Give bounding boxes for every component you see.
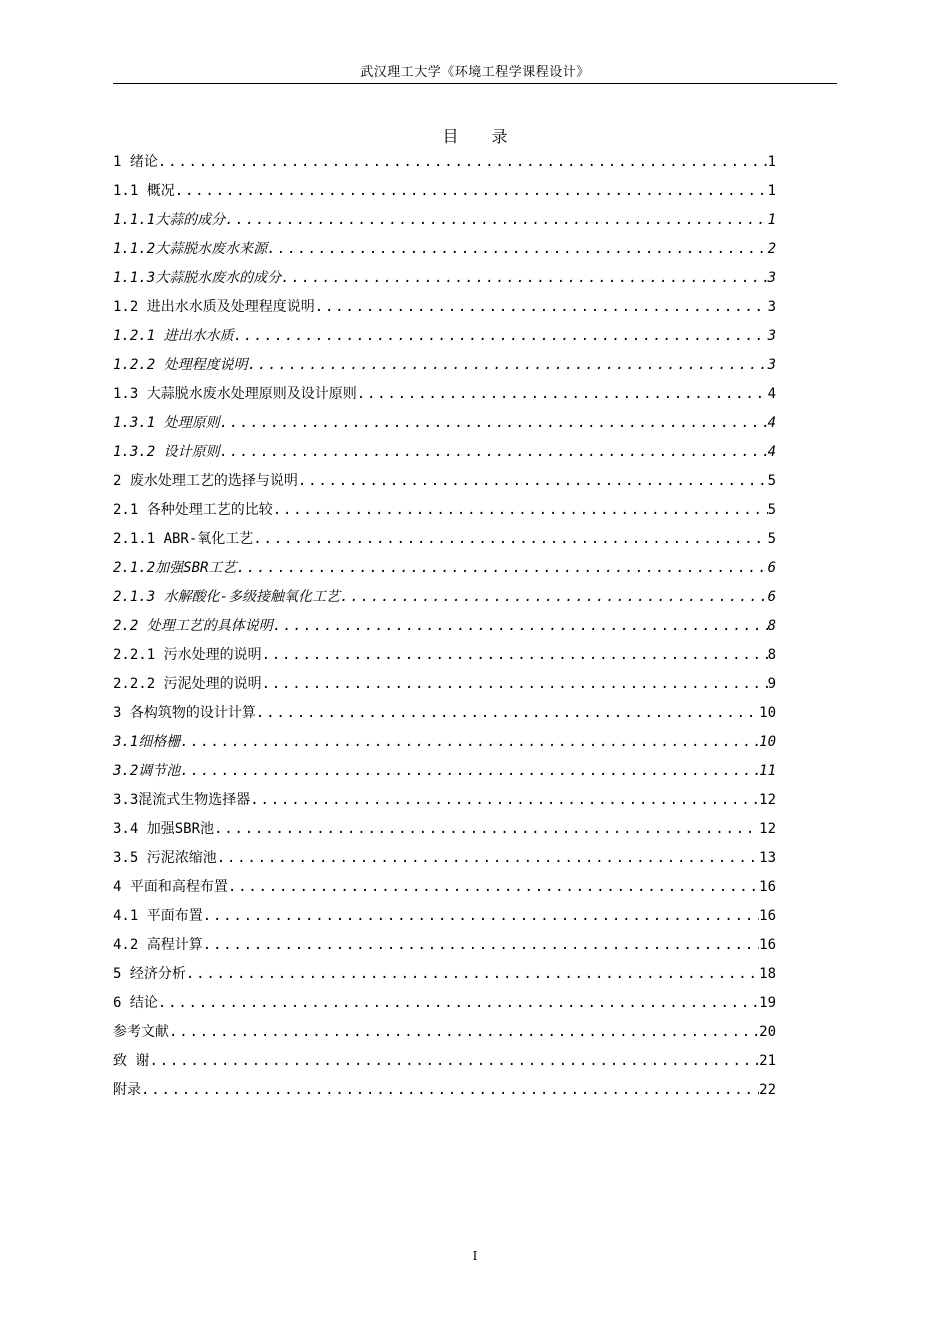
toc-entry[interactable] <box>113 583 776 612</box>
toc-entry[interactable] <box>113 612 776 641</box>
toc-entry-label: 致 谢 <box>113 1053 150 1069</box>
toc-entry[interactable] <box>113 380 776 409</box>
toc-entry-label: 1.1.3大蒜脱水废水的成分 <box>113 270 282 286</box>
toc-dot-leader <box>203 902 759 931</box>
page-header: 武汉理工大学《环境工程学课程设计》 <box>360 65 590 80</box>
toc-dot-leader <box>214 815 759 844</box>
toc-dot-leader <box>225 206 767 235</box>
toc-entry-page-number: 8 <box>767 618 776 634</box>
toc-dot-leader <box>253 525 767 554</box>
toc-entry-label: 1.3.2 设计原则 <box>113 444 220 460</box>
toc-entry-label: 2 废水处理工艺的选择与说明 <box>113 473 298 489</box>
toc-entry[interactable] <box>113 351 776 380</box>
toc-entry-page-number: 3 <box>767 299 776 315</box>
toc-entry[interactable] <box>113 902 776 931</box>
toc-entry[interactable] <box>113 293 776 322</box>
toc-entry[interactable] <box>113 206 776 235</box>
toc-dot-leader <box>149 1047 759 1076</box>
toc-entry-page-number: 13 <box>759 850 776 866</box>
toc-entry[interactable] <box>113 989 776 1018</box>
toc-entry-label: 4.2 高程计算 <box>113 937 203 953</box>
toc-entry-page-number: 6 <box>767 589 776 605</box>
toc-entry[interactable] <box>113 467 776 496</box>
toc-entry[interactable] <box>113 960 776 989</box>
toc-entry-page-number: 11 <box>759 763 776 779</box>
toc-dot-leader <box>298 467 768 496</box>
toc-dot-leader <box>141 1076 759 1105</box>
toc-dot-leader <box>158 148 768 177</box>
toc-entry-page-number: 16 <box>759 937 776 953</box>
toc-entry-label: 2.1.3 水解酸化-多级接触氧化工艺 <box>113 589 341 605</box>
toc-entry[interactable] <box>113 844 776 873</box>
toc-entry-page-number: 10 <box>759 705 776 721</box>
toc-entry[interactable] <box>113 554 776 583</box>
toc-entry[interactable] <box>113 148 776 177</box>
toc-entry[interactable] <box>113 438 776 467</box>
toc-entry-label: 2.1.2加强SBR工艺 <box>113 560 237 576</box>
toc-dot-leader <box>248 351 768 380</box>
toc-entry-page-number: 1 <box>767 183 776 199</box>
toc-entry-label: 2.2.1 污水处理的说明 <box>113 647 262 663</box>
toc-entry-label: 附录 <box>113 1082 141 1098</box>
toc-dot-leader <box>236 554 767 583</box>
toc-entry-label: 4.1 平面布置 <box>113 908 203 924</box>
toc-entry-label: 2.1.1 ABR-氧化工艺 <box>113 531 254 547</box>
toc-entry-label: 1.1.2大蒜脱水废水来源 <box>113 241 268 257</box>
toc-dot-leader <box>169 1018 759 1047</box>
toc-entry-page-number: 10 <box>759 734 776 750</box>
toc-entry[interactable] <box>113 322 776 351</box>
toc-entry-page-number: 18 <box>759 966 776 982</box>
toc-entry[interactable] <box>113 699 776 728</box>
toc-entry-page-number: 1 <box>767 212 776 228</box>
toc-entry-label: 1 绪论 <box>113 154 158 170</box>
toc-entry-page-number: 6 <box>767 560 776 576</box>
toc-entry-page-number: 3 <box>767 357 776 373</box>
toc-entry-page-number: 9 <box>767 676 776 692</box>
toc-entry-page-number: 22 <box>759 1082 776 1098</box>
toc-entry-page-number: 20 <box>759 1024 776 1040</box>
header-divider <box>113 83 837 84</box>
toc-dot-leader <box>357 380 768 409</box>
toc-entry[interactable] <box>113 931 776 960</box>
toc-title: 目 录 <box>442 127 522 146</box>
toc-entry-label: 4 平面和高程布置 <box>113 879 228 895</box>
toc-dot-leader <box>250 786 759 815</box>
toc-entry[interactable] <box>113 264 776 293</box>
toc-entry-page-number: 16 <box>759 908 776 924</box>
toc-dot-leader <box>180 757 759 786</box>
toc-entry-page-number: 2 <box>767 241 776 257</box>
toc-dot-leader <box>203 931 759 960</box>
toc-dot-leader <box>262 641 768 670</box>
toc-entry-label: 6 结论 <box>113 995 158 1011</box>
toc-entry[interactable] <box>113 815 776 844</box>
toc-entry-label: 1.1 概况 <box>113 183 175 199</box>
toc-entry-label: 1.2.2 处理程度说明 <box>113 357 248 373</box>
toc-entry[interactable] <box>113 409 776 438</box>
toc-entry-label: 3.2调节池 <box>113 763 181 779</box>
toc-entry-label: 2.2.2 污泥处理的说明 <box>113 676 262 692</box>
toc-entry[interactable] <box>113 525 776 554</box>
toc-dot-leader <box>220 438 768 467</box>
toc-entry-page-number: 3 <box>767 328 776 344</box>
toc-entry-page-number: 12 <box>759 821 776 837</box>
toc-entry[interactable] <box>113 786 776 815</box>
toc-entry-label: 3.5 污泥浓缩池 <box>113 850 217 866</box>
toc-entry-label: 3.3混流式生物选择器 <box>113 792 251 808</box>
toc-entry-page-number: 1 <box>767 154 776 170</box>
toc-entry-label: 1.3.1 处理原则 <box>113 415 220 431</box>
toc-entry-label: 3.4 加强SBR池 <box>113 821 215 837</box>
toc-entry[interactable] <box>113 1018 776 1047</box>
toc-entry-page-number: 5 <box>767 502 776 518</box>
toc-entry-label: 5 经济分析 <box>113 966 186 982</box>
toc-dot-leader <box>217 844 759 873</box>
toc-entry[interactable] <box>113 670 776 699</box>
toc-entry[interactable] <box>113 641 776 670</box>
toc-dot-leader <box>315 293 768 322</box>
toc-entry-page-number: 19 <box>759 995 776 1011</box>
toc-dot-leader <box>262 670 768 699</box>
toc-entry-page-number: 12 <box>759 792 776 808</box>
toc-entry-page-number: 21 <box>759 1053 776 1069</box>
toc-dot-leader <box>180 728 759 757</box>
toc-dot-leader <box>158 989 759 1018</box>
toc-entry-page-number: 4 <box>767 415 776 431</box>
toc-dot-leader <box>234 322 768 351</box>
toc-entry-label: 1.2 进出水水质及处理程度说明 <box>113 299 315 315</box>
toc-entry-label: 3.1细格栅 <box>113 734 181 750</box>
toc-entry[interactable] <box>113 1047 776 1076</box>
toc-entry-page-number: 4 <box>767 444 776 460</box>
toc-dot-leader <box>273 612 768 641</box>
toc-entry[interactable] <box>113 235 776 264</box>
toc-entry[interactable] <box>113 757 776 786</box>
toc-entry[interactable] <box>113 728 776 757</box>
toc-entry-page-number: 5 <box>767 473 776 489</box>
toc-entry-page-number: 8 <box>767 647 776 663</box>
toc-dot-leader <box>186 960 759 989</box>
toc-entry-label: 1.2.1 进出水水质 <box>113 328 234 344</box>
toc-dot-leader <box>340 583 768 612</box>
toc-entry[interactable] <box>113 873 776 902</box>
toc-entry-page-number: 3 <box>767 270 776 286</box>
toc-dot-leader <box>273 496 768 525</box>
toc-dot-leader <box>281 264 767 293</box>
toc-dot-leader <box>175 177 768 206</box>
toc-entry-label: 1.1.1大蒜的成分 <box>113 212 226 228</box>
toc-entry-label: 3 各构筑物的设计计算 <box>113 705 256 721</box>
toc-dot-leader <box>228 873 759 902</box>
toc-entry-page-number: 16 <box>759 879 776 895</box>
toc-entry-label: 参考文献 <box>113 1024 169 1040</box>
page-number: I <box>472 1249 478 1263</box>
toc-entry[interactable] <box>113 496 776 525</box>
toc-dot-leader <box>220 409 768 438</box>
table-of-contents <box>113 148 776 1105</box>
toc-entry-page-number: 5 <box>767 531 776 547</box>
toc-dot-leader <box>256 699 759 728</box>
toc-entry-label: 2.2 处理工艺的具体说明 <box>113 618 273 634</box>
toc-entry[interactable] <box>113 177 776 206</box>
toc-entry-page-number: 4 <box>767 386 776 402</box>
toc-dot-leader <box>267 235 767 264</box>
toc-entry-label: 1.3 大蒜脱水废水处理原则及设计原则 <box>113 386 357 402</box>
toc-entry[interactable] <box>113 1076 776 1105</box>
toc-entry-label: 2.1 各种处理工艺的比较 <box>113 502 273 518</box>
